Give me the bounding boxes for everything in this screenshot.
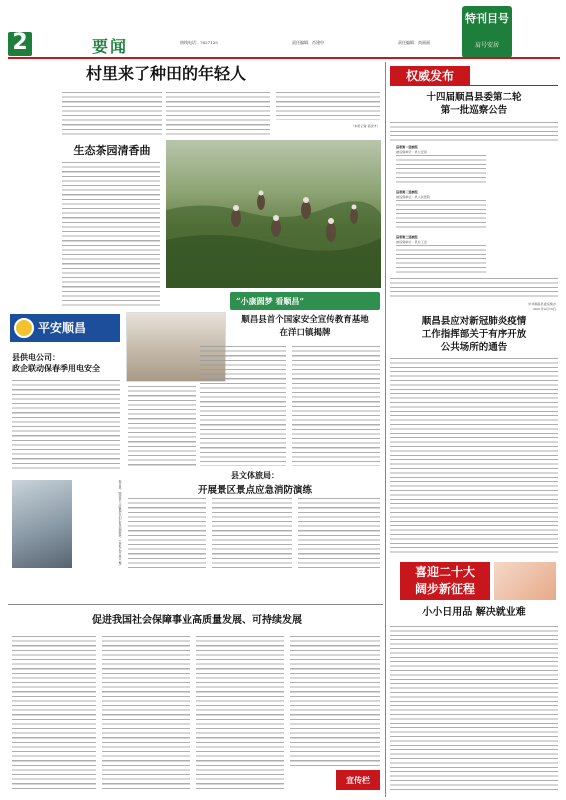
- social-security-col3: [196, 636, 284, 792]
- young-farmers-body-col1: [62, 92, 162, 137]
- headline-inspection-l2: 第一批巡察公告: [440, 105, 508, 116]
- authority-rule: [470, 85, 558, 86]
- inspection-unit-1: 被巡察单位：县公安局: [396, 150, 427, 154]
- phone-line: 热线电话：7827125: [180, 40, 218, 45]
- security-edu-body-col3: [292, 346, 380, 466]
- young-farmers-body-col3: [276, 92, 380, 120]
- inspection-signoff: 中共顺昌县委巡察办: [528, 302, 556, 306]
- headline-social-security: 促进我国社会保障事业高质量发展、可持续发展: [92, 615, 302, 626]
- green-slogan-text: “小康圆梦 看顺昌”: [236, 296, 304, 306]
- drill-body-col1: [128, 498, 206, 568]
- drill-body-col3: [298, 498, 380, 568]
- logo-subtext: 肩号安居: [474, 42, 499, 49]
- social-security-col4: [290, 636, 380, 766]
- young-farmers-body-col2: [166, 92, 270, 137]
- headline-tea-garden: 生态茶园清香曲: [73, 144, 151, 157]
- headline-drill-l1: 县文体旅局：: [231, 470, 279, 480]
- editor-line-2: 责任编辑：肖建中: [292, 40, 324, 45]
- headline-young-farmers: 村里来了种田的年轻人: [85, 64, 246, 83]
- slogan-deco: [494, 562, 556, 600]
- publicity-tag-text: 宣传栏: [346, 775, 370, 785]
- headline-covid-l2: 工作指挥部关于有序开放: [421, 329, 527, 340]
- masthead-rule: [8, 57, 560, 59]
- inspection-group-3: 县委第三巡察组: [396, 235, 418, 239]
- inspection-closing: [390, 278, 558, 300]
- police-badge-icon: [14, 318, 34, 338]
- bottom-divider: [8, 604, 383, 605]
- page-number: 2: [12, 30, 28, 55]
- tea-garden-body-col1: [62, 162, 160, 308]
- inspection-details-2: [396, 200, 486, 230]
- column-rule: [385, 62, 386, 797]
- inspection-date: 2021年4月15日: [532, 307, 556, 311]
- authority-banner-text: 权威发布: [405, 69, 454, 83]
- inspection-intro: [390, 122, 558, 142]
- headline-power-company-l1: 县供电公司：: [12, 352, 60, 362]
- inspection-details-3: [396, 245, 486, 275]
- headline-security-edu-l1: 顺昌县首个国家安全宣传教育基地: [241, 315, 369, 325]
- editor-line: 责任编辑：尚丽丽: [398, 40, 430, 45]
- headline-power-company-l2: 政企联动保春季用电安全: [12, 363, 100, 373]
- headline-inspection-l1: 十四届顺昌县委第二轮: [426, 92, 522, 103]
- headline-security-edu-l2: 在洋口镇揭牌: [279, 328, 331, 338]
- inspection-unit-3: 被巡察单位：县总工会: [396, 240, 427, 244]
- headline-covid-l3: 公共场所的通告: [440, 342, 508, 353]
- security-edu-body-col1: [128, 386, 196, 466]
- power-company-body: [12, 380, 120, 472]
- inspection-group-2: 县委第二巡察组: [396, 190, 418, 194]
- tea-picking-photo: [166, 140, 381, 288]
- headline-covid-l1: 顺昌县应对新冠肺炎疫情: [421, 316, 527, 327]
- slogan-line-1: 喜迎二十大: [414, 565, 475, 579]
- social-security-col1: [12, 636, 96, 792]
- slogan-line-2: 阔步新征程: [414, 582, 475, 596]
- power-company-photo-caption: 春日里，顺昌县大历镇茶农们忙着采摘新茶。（本报记者 黄兴 摄）: [118, 480, 122, 568]
- logo-text: 特刊目号: [465, 12, 509, 25]
- social-security-col2: [102, 636, 190, 792]
- inspection-details-1: [396, 155, 486, 185]
- headline-small-business: 小小日用品 解决就业难: [422, 607, 526, 618]
- young-farmers-byline: （本报记者 高世才）: [351, 124, 380, 128]
- power-company-photo: [12, 480, 72, 568]
- inspection-unit-2: 被巡察单位：县人民医院: [396, 195, 431, 199]
- drill-body-col2: [212, 498, 292, 568]
- headline-drill-l2: 开展景区景点应急消防演练: [197, 485, 312, 496]
- section-title: 要闻: [92, 37, 129, 56]
- security-edu-body-col2: [200, 346, 286, 466]
- police-banner-text: 平安顺昌: [38, 321, 87, 335]
- small-business-body: [390, 626, 558, 792]
- covid-notice-body: [390, 358, 558, 554]
- inspection-group-1: 县委第一巡察组: [396, 145, 418, 149]
